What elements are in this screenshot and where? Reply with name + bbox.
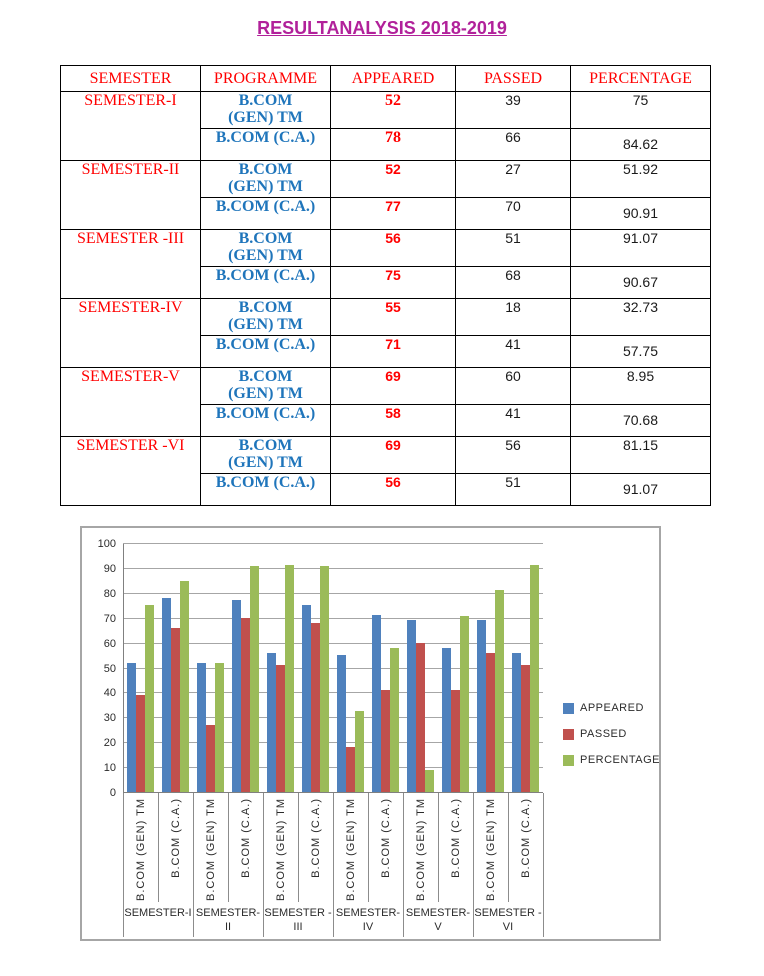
bar-percentage [425, 770, 434, 792]
programme-line1: B.COM [238, 299, 293, 316]
percentage-cell: 32.73 [571, 299, 711, 336]
programme-cell [201, 299, 331, 336]
programme-line1: B.COM [238, 92, 293, 109]
percentage-cell: 91.07 [571, 230, 711, 267]
bar-appeared [407, 620, 416, 792]
legend-item [563, 754, 660, 766]
appeared-cell: 52 [331, 92, 456, 129]
gridline [123, 543, 543, 544]
programme-line2: (GEN) TM [228, 178, 303, 195]
percentage-cell: 51.92 [571, 161, 711, 198]
appeared-swatch [563, 703, 574, 714]
bar-percentage [250, 566, 259, 792]
percentage-cell: 57.75 [571, 336, 711, 368]
passed-cell: 66 [456, 129, 571, 161]
bar-passed [451, 690, 460, 792]
x-category-cell [193, 793, 228, 902]
bar-appeared [512, 653, 521, 792]
programme-line2: (GEN) TM [228, 454, 303, 471]
table-row [61, 368, 711, 405]
y-tick-label: 30 [103, 712, 116, 725]
legend-label: APPEARED [580, 702, 644, 714]
x-category-label: B.COM (C.A.) [449, 798, 462, 878]
appeared-cell: 78 [331, 129, 456, 161]
x-category-label: B.COM (C.A.) [169, 798, 182, 878]
table-row [61, 437, 711, 474]
x-group-label: SEMESTER-II [195, 907, 261, 933]
bar-appeared [197, 663, 206, 792]
appeared-cell: 69 [331, 368, 456, 405]
programme-line1: B.COM [238, 368, 293, 385]
x-group-label: SEMESTER - VI [474, 907, 542, 933]
x-group-cell [263, 902, 333, 937]
passed-cell: 56 [456, 437, 571, 474]
appeared-cell: 55 [331, 299, 456, 336]
passed-cell: 51 [456, 474, 571, 506]
legend-label: PERCENTAGE [580, 754, 660, 766]
programme-cell [201, 437, 331, 474]
bar-passed [381, 690, 390, 792]
x-group-cell [473, 902, 543, 937]
percentage-cell: 81.15 [571, 437, 711, 474]
appeared-cell: 52 [331, 161, 456, 198]
x-category-label: B.COM (GEN) TM [484, 798, 497, 902]
semester-cell: SEMESTER -III [61, 230, 201, 299]
bar-appeared [267, 653, 276, 792]
programme-line2: (GEN) TM [228, 109, 303, 126]
passed-cell: 41 [456, 405, 571, 437]
table-row [61, 230, 711, 267]
y-tick-label: 70 [103, 612, 116, 625]
bar-passed [311, 623, 320, 792]
bar-percentage [215, 663, 224, 792]
appeared-cell: 75 [331, 267, 456, 299]
appeared-cell: 77 [331, 198, 456, 230]
results-table [60, 65, 711, 506]
passed-cell: 68 [456, 267, 571, 299]
programme-cell: B.COM (C.A.) [201, 336, 331, 368]
y-tick-label: 100 [97, 538, 116, 550]
semester-cell: SEMESTER-IV [61, 299, 201, 368]
bar-percentage [180, 581, 189, 792]
x-group-label: SEMESTER- IV [335, 907, 401, 933]
bar-passed [171, 628, 180, 792]
percentage-cell: 75 [571, 92, 711, 129]
bar-passed [486, 653, 495, 792]
bar-appeared [477, 620, 486, 792]
bar-passed [521, 665, 530, 792]
x-category-cell [228, 793, 263, 902]
passed-cell: 60 [456, 368, 571, 405]
programme-line1: B.COM [238, 230, 293, 247]
programme-cell: B.COM (C.A.) [201, 198, 331, 230]
bar-appeared [127, 663, 136, 792]
x-group-cell [123, 902, 193, 937]
bar-passed [346, 747, 355, 792]
chart-group-labels [123, 902, 543, 937]
passed-cell: 27 [456, 161, 571, 198]
column-header-percentage: PERCENTAGE [571, 66, 711, 92]
bar-appeared [232, 600, 241, 792]
programme-line1: B.COM [238, 161, 293, 178]
semester-cell: SEMESTER-V [61, 368, 201, 437]
programme-line2: (GEN) TM [228, 316, 303, 333]
appeared-cell: 71 [331, 336, 456, 368]
x-category-cell [123, 793, 158, 902]
passed-cell: 41 [456, 336, 571, 368]
x-category-cell [298, 793, 333, 902]
bar-appeared [442, 648, 451, 792]
x-category-label: B.COM (C.A.) [239, 798, 252, 878]
y-tick-label: 10 [103, 762, 116, 775]
passed-cell: 70 [456, 198, 571, 230]
legend-label: PASSED [580, 728, 627, 740]
bar-percentage [355, 711, 364, 792]
column-header-appeared: APPEARED [331, 66, 456, 92]
column-header-programme: PROGRAMME [201, 66, 331, 92]
x-category-cell [438, 793, 473, 902]
y-tick-label: 20 [103, 737, 116, 750]
bar-appeared [302, 605, 311, 792]
results-bar-chart [80, 526, 661, 941]
bar-percentage [145, 605, 154, 792]
column-header-semester: SEMESTER [61, 66, 201, 92]
appeared-cell: 69 [331, 437, 456, 474]
group-separator [543, 793, 544, 937]
bar-appeared [372, 615, 381, 792]
legend-item [563, 728, 660, 740]
x-category-label: B.COM (C.A.) [309, 798, 322, 878]
x-category-cell [158, 793, 193, 902]
semester-cell: SEMESTER-I [61, 92, 201, 161]
programme-cell [201, 368, 331, 405]
programme-line2: (GEN) TM [228, 247, 303, 264]
legend-item [563, 702, 660, 714]
passed-swatch [563, 729, 574, 740]
appeared-cell: 56 [331, 230, 456, 267]
x-group-label: SEMESTER-V [405, 907, 471, 933]
bar-passed [206, 725, 215, 792]
x-axis-line [123, 792, 543, 793]
percentage-cell: 84.62 [571, 129, 711, 161]
x-category-cell [403, 793, 438, 902]
bar-appeared [162, 598, 171, 792]
programme-line1: B.COM [238, 437, 293, 454]
bar-percentage [530, 565, 539, 792]
programme-line2: (GEN) TM [228, 385, 303, 402]
y-tick-label: 80 [103, 587, 116, 600]
x-category-label: B.COM (C.A.) [379, 798, 392, 878]
document-page [0, 18, 764, 976]
x-category-label: B.COM (GEN) TM [204, 798, 217, 902]
x-category-cell [368, 793, 403, 902]
bar-percentage [495, 590, 504, 792]
table-header-row [61, 66, 711, 92]
chart-legend [563, 702, 660, 780]
x-category-label: B.COM (C.A.) [519, 798, 532, 878]
chart-y-axis-labels [82, 538, 116, 799]
bar-percentage [285, 565, 294, 792]
programme-cell: B.COM (C.A.) [201, 405, 331, 437]
gridline [123, 568, 543, 569]
x-group-label: SEMESTER-I [124, 907, 192, 919]
x-category-cell [333, 793, 368, 902]
programme-cell: B.COM (C.A.) [201, 474, 331, 506]
x-category-label: B.COM (GEN) TM [414, 798, 427, 902]
y-axis-line [123, 544, 124, 793]
x-category-cell [263, 793, 298, 902]
bar-passed [241, 618, 250, 792]
bar-passed [136, 695, 145, 792]
y-tick-label: 90 [103, 562, 116, 575]
chart-plot [123, 544, 543, 793]
appeared-cell: 56 [331, 474, 456, 506]
semester-cell: SEMESTER-II [61, 161, 201, 230]
x-group-cell [193, 902, 263, 937]
percentage-cell: 70.68 [571, 405, 711, 437]
table-row [61, 299, 711, 336]
percentage-cell: 91.07 [571, 474, 711, 506]
bar-percentage [390, 648, 399, 792]
x-category-cell [473, 793, 508, 902]
x-category-label: B.COM (GEN) TM [274, 798, 287, 902]
percentage-cell: 8.95 [571, 368, 711, 405]
passed-cell: 39 [456, 92, 571, 129]
passed-cell: 18 [456, 299, 571, 336]
appeared-cell: 58 [331, 405, 456, 437]
x-group-cell [403, 902, 473, 937]
percentage-cell: 90.91 [571, 198, 711, 230]
table-row [61, 161, 711, 198]
y-tick-label: 60 [103, 637, 116, 650]
x-category-label: B.COM (GEN) TM [344, 798, 357, 902]
programme-cell: B.COM (C.A.) [201, 267, 331, 299]
bar-passed [416, 643, 425, 792]
passed-cell: 51 [456, 230, 571, 267]
table-row [61, 92, 711, 129]
programme-cell [201, 161, 331, 198]
page-title: RESULTANALYSIS 2018-2019 [257, 18, 507, 38]
bar-passed [276, 665, 285, 792]
y-tick-label: 40 [103, 687, 116, 700]
percentage-cell: 90.67 [571, 267, 711, 299]
x-group-label: SEMESTER - III [264, 907, 332, 933]
semester-cell: SEMESTER -VI [61, 437, 201, 506]
programme-cell [201, 92, 331, 129]
x-group-cell [333, 902, 403, 937]
programme-cell [201, 230, 331, 267]
programme-cell: B.COM (C.A.) [201, 129, 331, 161]
bar-appeared [337, 655, 346, 792]
chart-x-labels [123, 793, 543, 902]
column-header-passed: PASSED [456, 66, 571, 92]
percentage-swatch [563, 755, 574, 766]
bar-percentage [460, 616, 469, 792]
x-category-label: B.COM (GEN) TM [134, 798, 147, 902]
x-category-cell [508, 793, 543, 902]
y-tick-label: 50 [103, 662, 116, 675]
bar-percentage [320, 566, 329, 792]
y-tick-label: 0 [109, 787, 116, 799]
